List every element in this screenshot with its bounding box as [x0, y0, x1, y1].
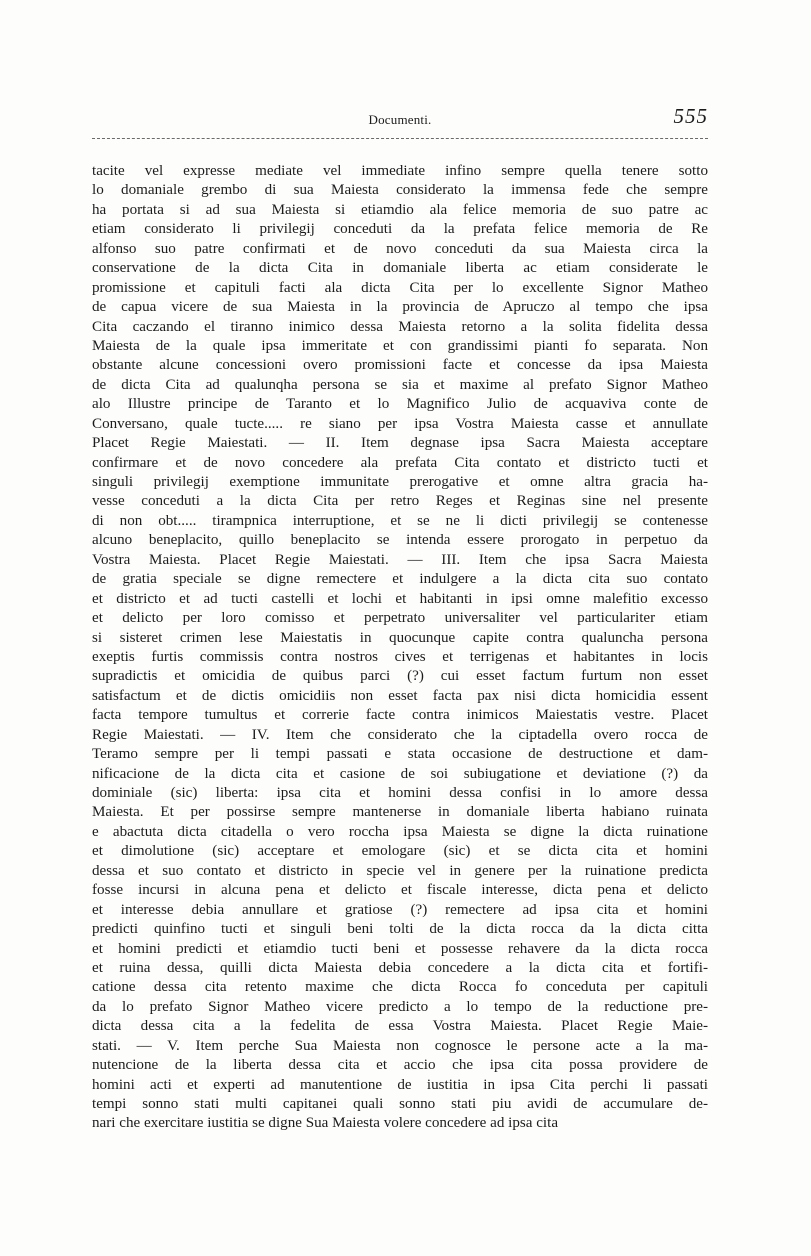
text-line: alo Illustre principe de Taranto et lo Magnifico Julio de acquaviva conte de [92, 396, 708, 413]
text-line: singuli privilegij exemptione immunitate prerogative et omne altra gracia ha- [92, 474, 708, 490]
text-line: conservatione de la dicta Cita in domaniale liberta ac etiam considerate le [92, 260, 708, 277]
text-line: alfonso suo patre confirmati et de novo conceduti da sua Maiesta circa la [92, 240, 708, 257]
text-line: Placet Regie Maiestati. — II. Item degnase ipsa Sacra Maiesta acceptare [92, 435, 708, 452]
text-line: nari che exercitare iustitia se digne Sua Maiesta volere concedere ad ipsa cita [92, 1115, 559, 1132]
text-line: Conversano, quale tucte..... re siano per ipsa Vostra Maiesta casse et annullate [92, 415, 708, 432]
text-line: facta tempore tumultus et correrie facte contra inimicos Maiestatis vestre. Placet [92, 707, 708, 724]
text-line: et ruina dessa, quilli dicta Maiesta debia concedere a la dicta cita et fortifi- [92, 959, 708, 976]
text-line: alcuno beneplacito, quillo beneplacito se intenda essere prorogato in perpetuo da [92, 532, 708, 549]
text-line: et dimolutione (sic) acceptare et emologare (sic) et se dicta cita et homini [92, 843, 708, 860]
text-line: nutencione de la liberta dessa cita et accio che ipsa cita possa providere de [92, 1057, 708, 1074]
text-line: e abactuta dicta citadella o vero roccha ipsa Maiesta se digne la dicta ruinatione [92, 823, 708, 840]
text-line: Maiesta. Et per possirse sempre mantenerse in domaniale liberta habiano ruinata [92, 804, 708, 821]
text-line: dicta dessa cita a la fedelita de essa Vostra Maiesta. Placet Regie Maie- [92, 1018, 708, 1035]
page-header [92, 104, 708, 134]
text-line: obstante alcune concessioni overo promissioni facte et concesse da ipsa Maiesta [92, 357, 708, 374]
text-line: de dicta Cita ad qualunqha persona se sia et maxime al prefato Signor Matheo [92, 376, 708, 393]
text-line: vesse conceduti a la dicta Cita per retro Reges et Reginas sine nel presente [92, 493, 708, 510]
text-line: de gratia speciale se digne remectere et indulgere a la dicta cita suo contato [92, 571, 708, 588]
text-line: Regie Maiestati. — IV. Item che considerato che la ciptadella overo rocca de [92, 726, 708, 743]
text-line: di non obt..... tirampnica interruptione, et se ne li dicti privilegij se contenesse [92, 512, 708, 529]
text-line: exeptis furtis commissis contra nostros cives et terrigenas et habitantes in locis [92, 648, 708, 665]
text-line: promissione et capituli facti ala dicta Cita per lo excellente Signor Matheo [92, 279, 708, 296]
text-line: fosse incursi in alcuna pena et delicto et fiscale interesse, dicta pena et delicto [92, 882, 708, 899]
text-line: ha portata si ad sua Maiesta si etiamdio ala felice memoria de suo patre ac [92, 201, 708, 218]
text-line: et homini predicti et etiamdio tucti beni et possesse rehavere da la dicta rocca [92, 940, 708, 957]
text-line: tacite vel expresse mediate vel immediate infino sempre quella tenere sotto [92, 163, 708, 179]
header-rule [92, 138, 708, 139]
text-line: de capua vicere de sua Maiesta in la provincia de Apruczo al tempo che ipsa [92, 299, 708, 316]
text-line: da lo prefato Signor Matheo vicere predicto a lo tempo de la reductione pre- [92, 998, 708, 1015]
text-line: dessa et suo contato et districto in specie vel in genere per la ruinatione predicta [92, 862, 708, 879]
text-line: stati. — V. Item perche Sua Maiesta non cognosce le persone acte a la ma- [92, 1037, 708, 1054]
text-line: et districto et ad tucti castelli et lochi et habitanti in ipsi omne malefitio excesso [92, 590, 708, 607]
text-line: confirmare et de novo concedere ala prefata Cita contato et districto tucti et [92, 454, 708, 471]
text-line: Teramo sempre per li tempi passati e stata occasione de destructione et dam- [92, 746, 708, 763]
text-line: dominiale (sic) liberta: ipsa cita et homini dessa confisi in lo amore dessa [92, 785, 708, 801]
text-line: homini acti et experti ad manutentione de iustitia in ipsa Cita perchi li passati [92, 1076, 708, 1093]
text-line: satisfactum et de dictis omicidiis non esset facta pax nisi dicta homicidia essent [92, 687, 708, 704]
text-line: supradictis et omicidia de quibus parci (?) cui esset factum furtum non esset [92, 668, 708, 685]
text-line: catione dessa cita retento maxime che dicta Rocca fo conceduta per capituli [92, 979, 708, 996]
text-line: Maiesta de la quale ipsa immeritate et con grandissimi pianti fo separata. Non [92, 337, 708, 354]
running-title: Documenti. [368, 112, 432, 127]
text-line: nificacione de la dicta cita et casione de soi subiugatione et deviatione (?) da [92, 765, 708, 782]
text-line: lo domaniale grembo di sua Maiesta considerato la immensa fede che sempre [92, 182, 708, 199]
text-line: Vostra Maiesta. Placet Regie Maiestati. — III. Item che ipsa Sacra Maiesta [92, 551, 708, 568]
text-line: et delicto per loro comisso et perpetrato universaliter vel particulariter etiam [92, 610, 708, 627]
text-line: et interesse debia annullare et gratiose (?) remectere ad ipsa cita et homini [92, 901, 708, 918]
page-number: 555 [673, 104, 708, 128]
text-line: predicti quinfino tucti et singuli beni tolti de la dicta rocca da la dicta citta [92, 921, 708, 938]
text-line: tempi sonno stati multi capitanei quali sonno stati piu avidi de accumulare de- [92, 1096, 708, 1112]
text-line: si sisteret crimen lese Maiestatis in quocunque capite contra qualuncha persona [92, 629, 708, 646]
text-line: Cita caczando el tiranno inimico dessa Maiesta retorno a la solita fidelita dessa [92, 318, 708, 335]
text-line: etiam considerato li privilegij conceduti da la prefata felice memoria de Re [92, 221, 708, 238]
body-text [92, 162, 708, 1134]
